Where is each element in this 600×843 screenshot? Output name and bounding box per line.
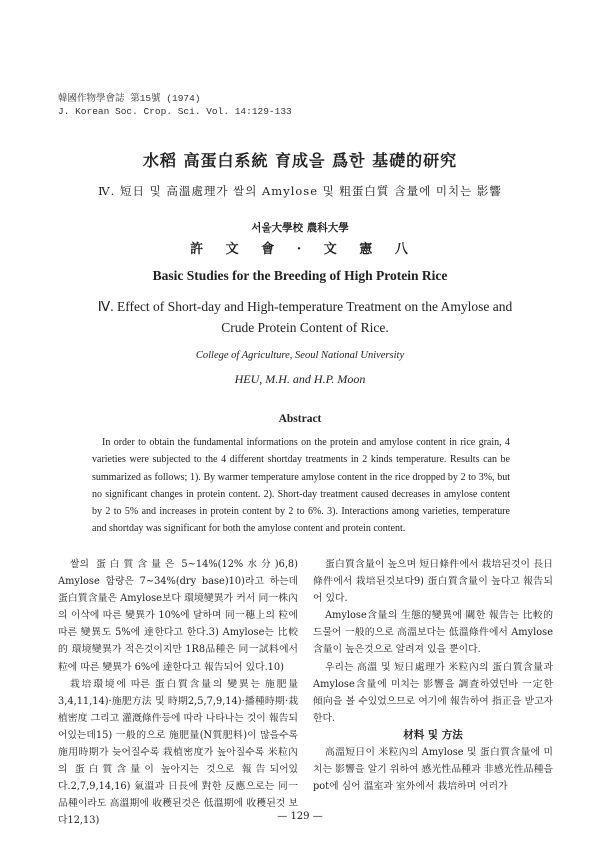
journal-name-ko: 韓國作物學會誌 第15號 (1974) bbox=[58, 93, 201, 104]
affiliation-english: College of Agriculture, Seoul National University bbox=[195, 350, 405, 361]
body-paragraph: 우리는 高溫 및 短日處理가 米粒內의 蛋白質含量과 Amylose含量에 미치는 影響을 調査하였던바 一定한 傾向을 볼 수있었으므로 여기에 報告하여 指正을 받고자 한다. bbox=[313, 661, 553, 724]
body-paragraph: 高溫短日이 米粒內의 Amylose 및 蛋白質含量에 미치는 影響을 알기 위하여 感光性品種과 非感光性品種을 pot에 심어 溫室과 室外에서 栽培하며 여러가 bbox=[313, 747, 553, 793]
body-left-column bbox=[58, 556, 298, 830]
body-paragraph: 蛋白質含量이 높으며 短日條件에서 栽培된것이 長日條件에서 栽培된것보다9) 蛋白質含量이 높다고 報告되어 있다. bbox=[313, 559, 553, 605]
abstract-heading: Abstract bbox=[278, 413, 322, 425]
authors-english: HEU, M.H. and H.P. Moon bbox=[234, 372, 366, 386]
journal-header bbox=[58, 92, 292, 118]
body-paragraph: 쌀의 蛋白質含量은 5~14%(12%水分)6,8) Amylose 함량은 7~34%(dry base)10)라고 하는데 蛋白質含量은 Amylose보다 環境變異가 커서 同一株內의 이삭에 따른 變異가 10%에 달하며 同一穗上의 粒에 따른 變異도 5%에 達한다고 한다.3) Amylose는 比較的 環境變異가 적은것이지만 1R8品種은 同一試料에서 粒에 따른 變異가 6%에 達한다고 報告되어 있다.10) bbox=[58, 559, 298, 673]
section-heading-materials-methods: 材料 및 方法 bbox=[403, 728, 463, 741]
title-korean: 水稻 高蛋白系統 育成을 爲한 基礎的研究 bbox=[142, 151, 458, 170]
authors-korean: 許 文 會 · 文 憲 八 bbox=[190, 242, 410, 257]
subtitle-english: Ⅳ. Effect of Short-day and High-temperature Treatment on the Amylose and Crude Protein Content of Rice. bbox=[97, 299, 513, 335]
title-english: Basic Studies for the Breeding of High Protein Rice bbox=[152, 268, 448, 283]
body-paragraph: 栽培環境에 따른 蛋白質含量의 變異는 施肥量3,4,11,14)·施肥方法 및 時期2,5,7,9,14)·播種時期·栽植密度 그리고 灌漑條件등에 따라 나타나는 것이 報告되어있는데15) 一般的으로 施肥量(N質肥料)이 많을수록 施用時期가 늦어질수록 栽植密度가 높아질수록 米粒內의 蛋白質含量이 높아지는 것으로 報告되어있다.2,7,9,14,16) 氣溫과 日長에 對한 反應으로는 同一品種이라도 高溫期에 收穫된것은 低溫期에 收穫된것 보다12,13) bbox=[58, 678, 298, 827]
abstract-body: In order to obtain the fundamental informations on the protein and amylose content in rice grain, 4 varieties were subjected to the 4 different shortday treatments in 2 kinds temperature. Results can be summarized as follows; 1). By warmer temperature amylose content in the rice dropped by 2 to 3%, but no significant changes in protein content. 2). Short-day treatment caused decreases in amylose content by 2 to 5% and increases in protein content by 2 to 6%. 3). Interactions among varieties, temperature and shortday was significant for both the amylose content and protein content. bbox=[92, 437, 510, 535]
journal-citation-en: J. Korean Soc. Crop. Sci. Vol. 14:129-133 bbox=[58, 106, 292, 117]
subtitle-korean: Ⅳ. 短日 및 高溫處理가 쌀의 Amylose 및 粗蛋白質 含量에 미치는 影響 bbox=[98, 184, 502, 198]
affiliation-korean: 서울大學校 農科大學 bbox=[251, 222, 349, 234]
page-number: — 129 — bbox=[277, 811, 323, 822]
body-right-column bbox=[313, 556, 553, 795]
body-paragraph: Amylose含量의 生態的變異에 關한 報告는 比較的 드물어 一般的으로 高溫보다는 低溫條件에서 Amylose 含量이 높은것으로 알려져 있을 뿐이다. bbox=[313, 610, 553, 656]
